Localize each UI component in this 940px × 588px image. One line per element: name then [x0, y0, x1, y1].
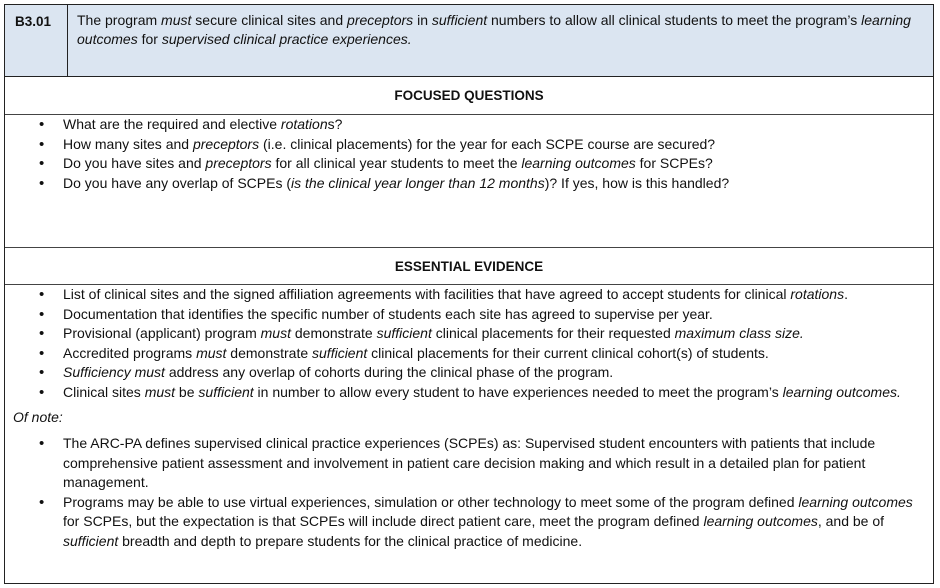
of-note-label: Of note:: [13, 409, 63, 425]
standard-document: [4, 4, 934, 584]
of-note-list: [5, 434, 933, 551]
standard-text: The program must secure clinical sites and preceptors in sufficient numbers to allow all clinical students to meet the program’s learning outcomes for supervised clinical practice experiences.: [77, 12, 911, 47]
standard-row: [5, 5, 933, 77]
question-item: • Do you have sites and preceptors for all clinical year students to meet the learning outcomes for SCPEs?: [5, 154, 925, 174]
essential-evidence-heading: ESSENTIAL EVIDENCE: [5, 247, 933, 285]
evidence-item: • Accredited programs must demonstrate sufficient clinical placements for their current clinical cohort(s) of students.: [5, 344, 925, 364]
evidence-item: • Documentation that identifies the specific number of students each site has agreed to supervise per year.: [5, 305, 925, 325]
evidence-item: • List of clinical sites and the signed affiliation agreements with facilities that have agreed to accept students for clinical rotations.: [5, 285, 925, 305]
question-item: • How many sites and preceptors (i.e. clinical placements) for the year for each SCPE course are secured?: [5, 135, 925, 155]
note-item: • The ARC-PA defines supervised clinical practice experiences (SCPEs) as: Supervised student encounters with patients that include comprehensive patient assessment and involvement in patient care decision making and which result in a detailed plan for patient management.: [5, 434, 925, 493]
note-item: • Programs may be able to use virtual experiences, simulation or other technology to meet some of the program defined learning outcomes for SCPEs, but the expectation is that SCPEs will include direct patient care, meet the program defined learning outcomes, and be of sufficient breadth and depth to prepare students for the clinical practice of medicine.: [5, 493, 925, 552]
evidence-item: • Clinical sites must be sufficient in number to allow every student to have experiences needed to meet the program’s learning outcomes.: [5, 383, 925, 403]
question-item: • What are the required and elective rotations?: [5, 115, 925, 135]
evidence-item: • Provisional (applicant) program must demonstrate sufficient clinical placements for their requested maximum class size.: [5, 324, 925, 344]
question-item: • Do you have any overlap of SCPEs (is the clinical year longer than 12 months)? If yes, how is this handled?: [5, 174, 925, 194]
evidence-item: • Sufficiency must address any overlap of cohorts during the clinical phase of the program.: [5, 363, 925, 383]
focused-questions-heading: FOCUSED QUESTIONS: [5, 77, 933, 115]
essential-evidence-list: [5, 285, 933, 402]
focused-questions-list: [5, 115, 933, 247]
standard-id: B3.01: [5, 5, 68, 76]
